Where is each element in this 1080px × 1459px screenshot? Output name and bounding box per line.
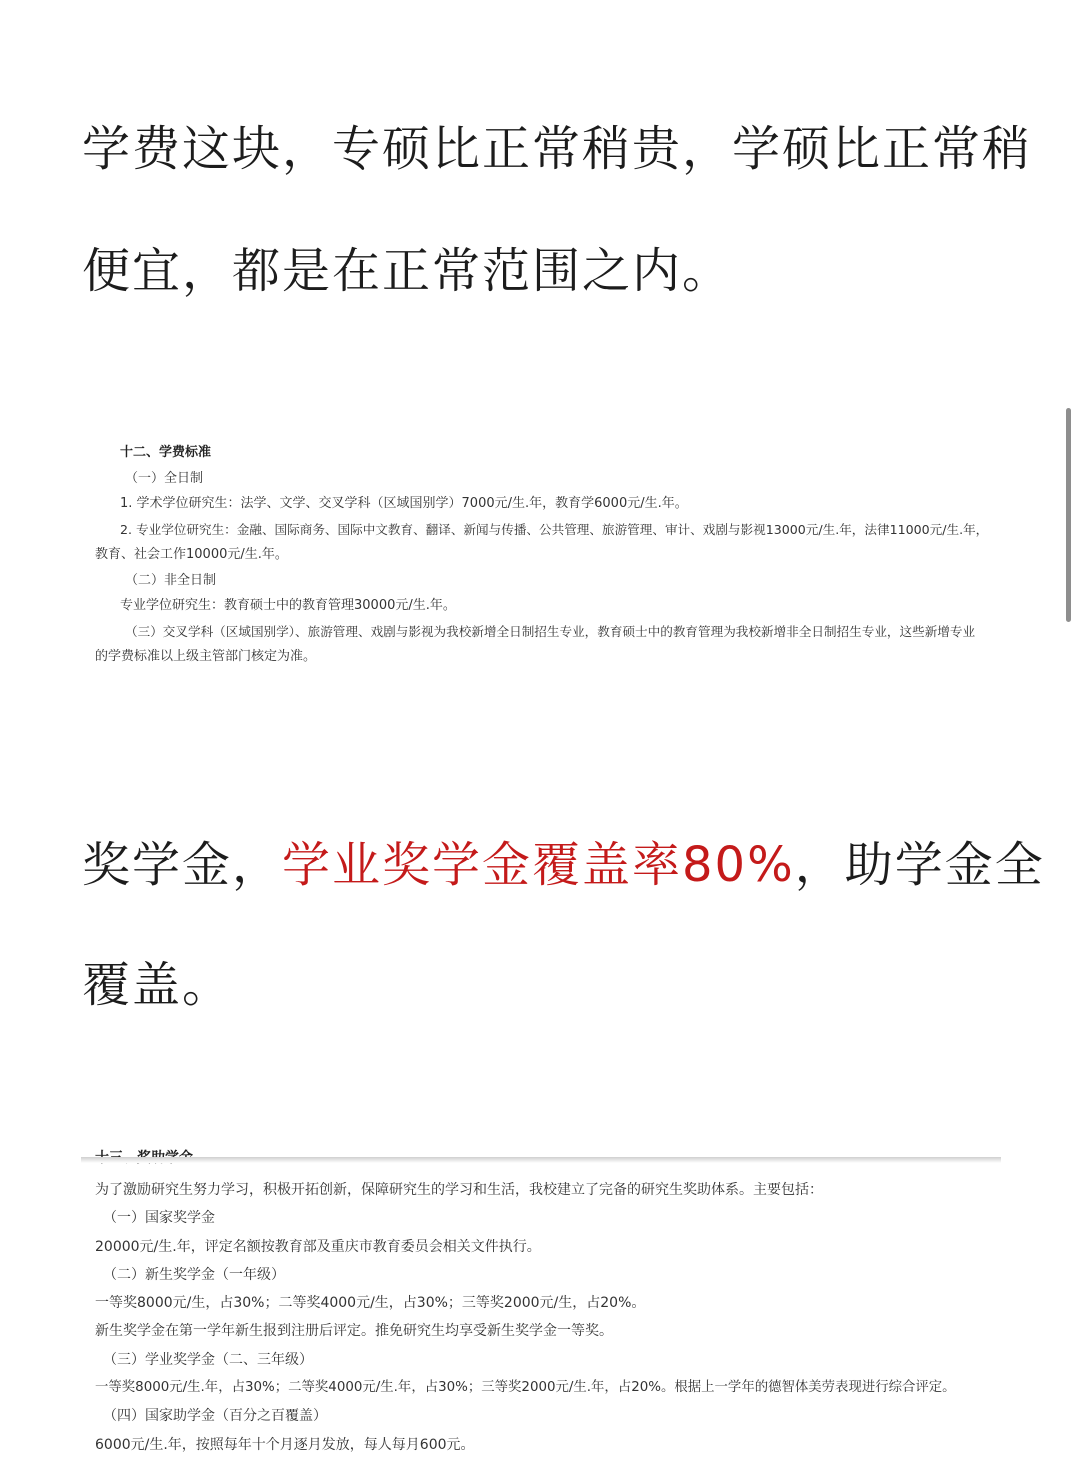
tuition-doc-line: （二）非全日制 — [125, 572, 217, 588]
scholarship-doc-line: （一）国家奖学金 — [103, 1210, 215, 1227]
scholarship-doc-line: 为了激励研究生努力学习，积极开拓创新，保障研究生的学习和生活，我校建立了完备的研究生奖助体系。主要包括： — [95, 1182, 823, 1198]
image-crop-edge — [81, 1157, 1001, 1163]
scholarship-doc-line: 一等奖8000元/生，占30%；二等奖4000元/生，占30%；三等奖2000元/生，占20%。 — [95, 1295, 646, 1312]
scholarship-highlight: 学业奖学金覆盖率80% — [282, 837, 795, 893]
scholarship-doc-line: （三）学业奖学金（二、三年级） — [103, 1351, 313, 1368]
vertical-scrollbar[interactable] — [1066, 408, 1071, 622]
tuition-doc-line: 专业学位研究生：教育硕士中的教育管理30000元/生.年。 — [120, 598, 456, 613]
scholarship-doc-line: （二）新生奖学金（一年级） — [103, 1266, 285, 1283]
scholarship-part-2: ，助学金全 — [794, 837, 1045, 893]
tuition-doc-line: 2. 专业学位研究生：金融、国际商务、国际中文教育、翻译、新闻与传播、公共管理、旅游管理、审计、戏剧与影视13000元/生.年，法律11000元/生.年， — [120, 521, 989, 537]
scholarship-doc-line: 新生奖学金在第一学年新生报到注册后评定。推免研究生均享受新生奖学金一等奖。 — [95, 1323, 613, 1340]
tuition-doc-line: 1. 学术学位研究生：法学、文学、交叉学科（区域国别学）7000元/生.年，教育学6000元/生.年。 — [120, 496, 688, 511]
tuition-doc-line: 教育、社会工作10000元/生.年。 — [95, 547, 288, 562]
scholarship-doc-line: 20000元/生.年，评定名额按教育部及重庆市教育委员会相关文件执行。 — [95, 1238, 541, 1255]
scholarship-line-1 — [82, 826, 1045, 895]
scholarship-document-image — [95, 1155, 1000, 1453]
scholarship-doc-line: 一等奖8000元/生.年，占30%；二等奖4000元/生.年，占30%；三等奖2000元/生.年，占20%。根据上一学年的德智体美劳表现进行综合评定。 — [95, 1380, 956, 1396]
tuition-doc-line: 的学费标准以上级主管部门核定为准。 — [95, 649, 317, 664]
scholarship-doc-line: （四）国家助学金（百分之百覆盖） — [103, 1408, 327, 1425]
tuition-document-image — [95, 440, 1005, 670]
scholarship-part-1: 奖学金， — [82, 837, 283, 893]
intro-line-2: 便宜，都是在正常范围之内。 — [82, 243, 733, 299]
scholarship-doc-line: 6000元/生.年，按照每年十个月逐月发放，每人每月600元。 — [95, 1436, 475, 1453]
tuition-doc-line: （三）交叉学科（区域国别学）、旅游管理、戏剧与影视为我校新增全日制招生专业，教育硕士中的教育管理为我校新增非全日制招生专业，这些新增专业 — [125, 623, 976, 639]
scholarship-line-2: 覆盖。 — [82, 957, 233, 1013]
tuition-doc-title: 十二、学费标准 — [120, 445, 212, 460]
tuition-doc-line: （一）全日制 — [125, 470, 204, 486]
intro-line-1: 学费这块，专硕比正常稍贵，学硕比正常稍 — [82, 121, 1033, 177]
